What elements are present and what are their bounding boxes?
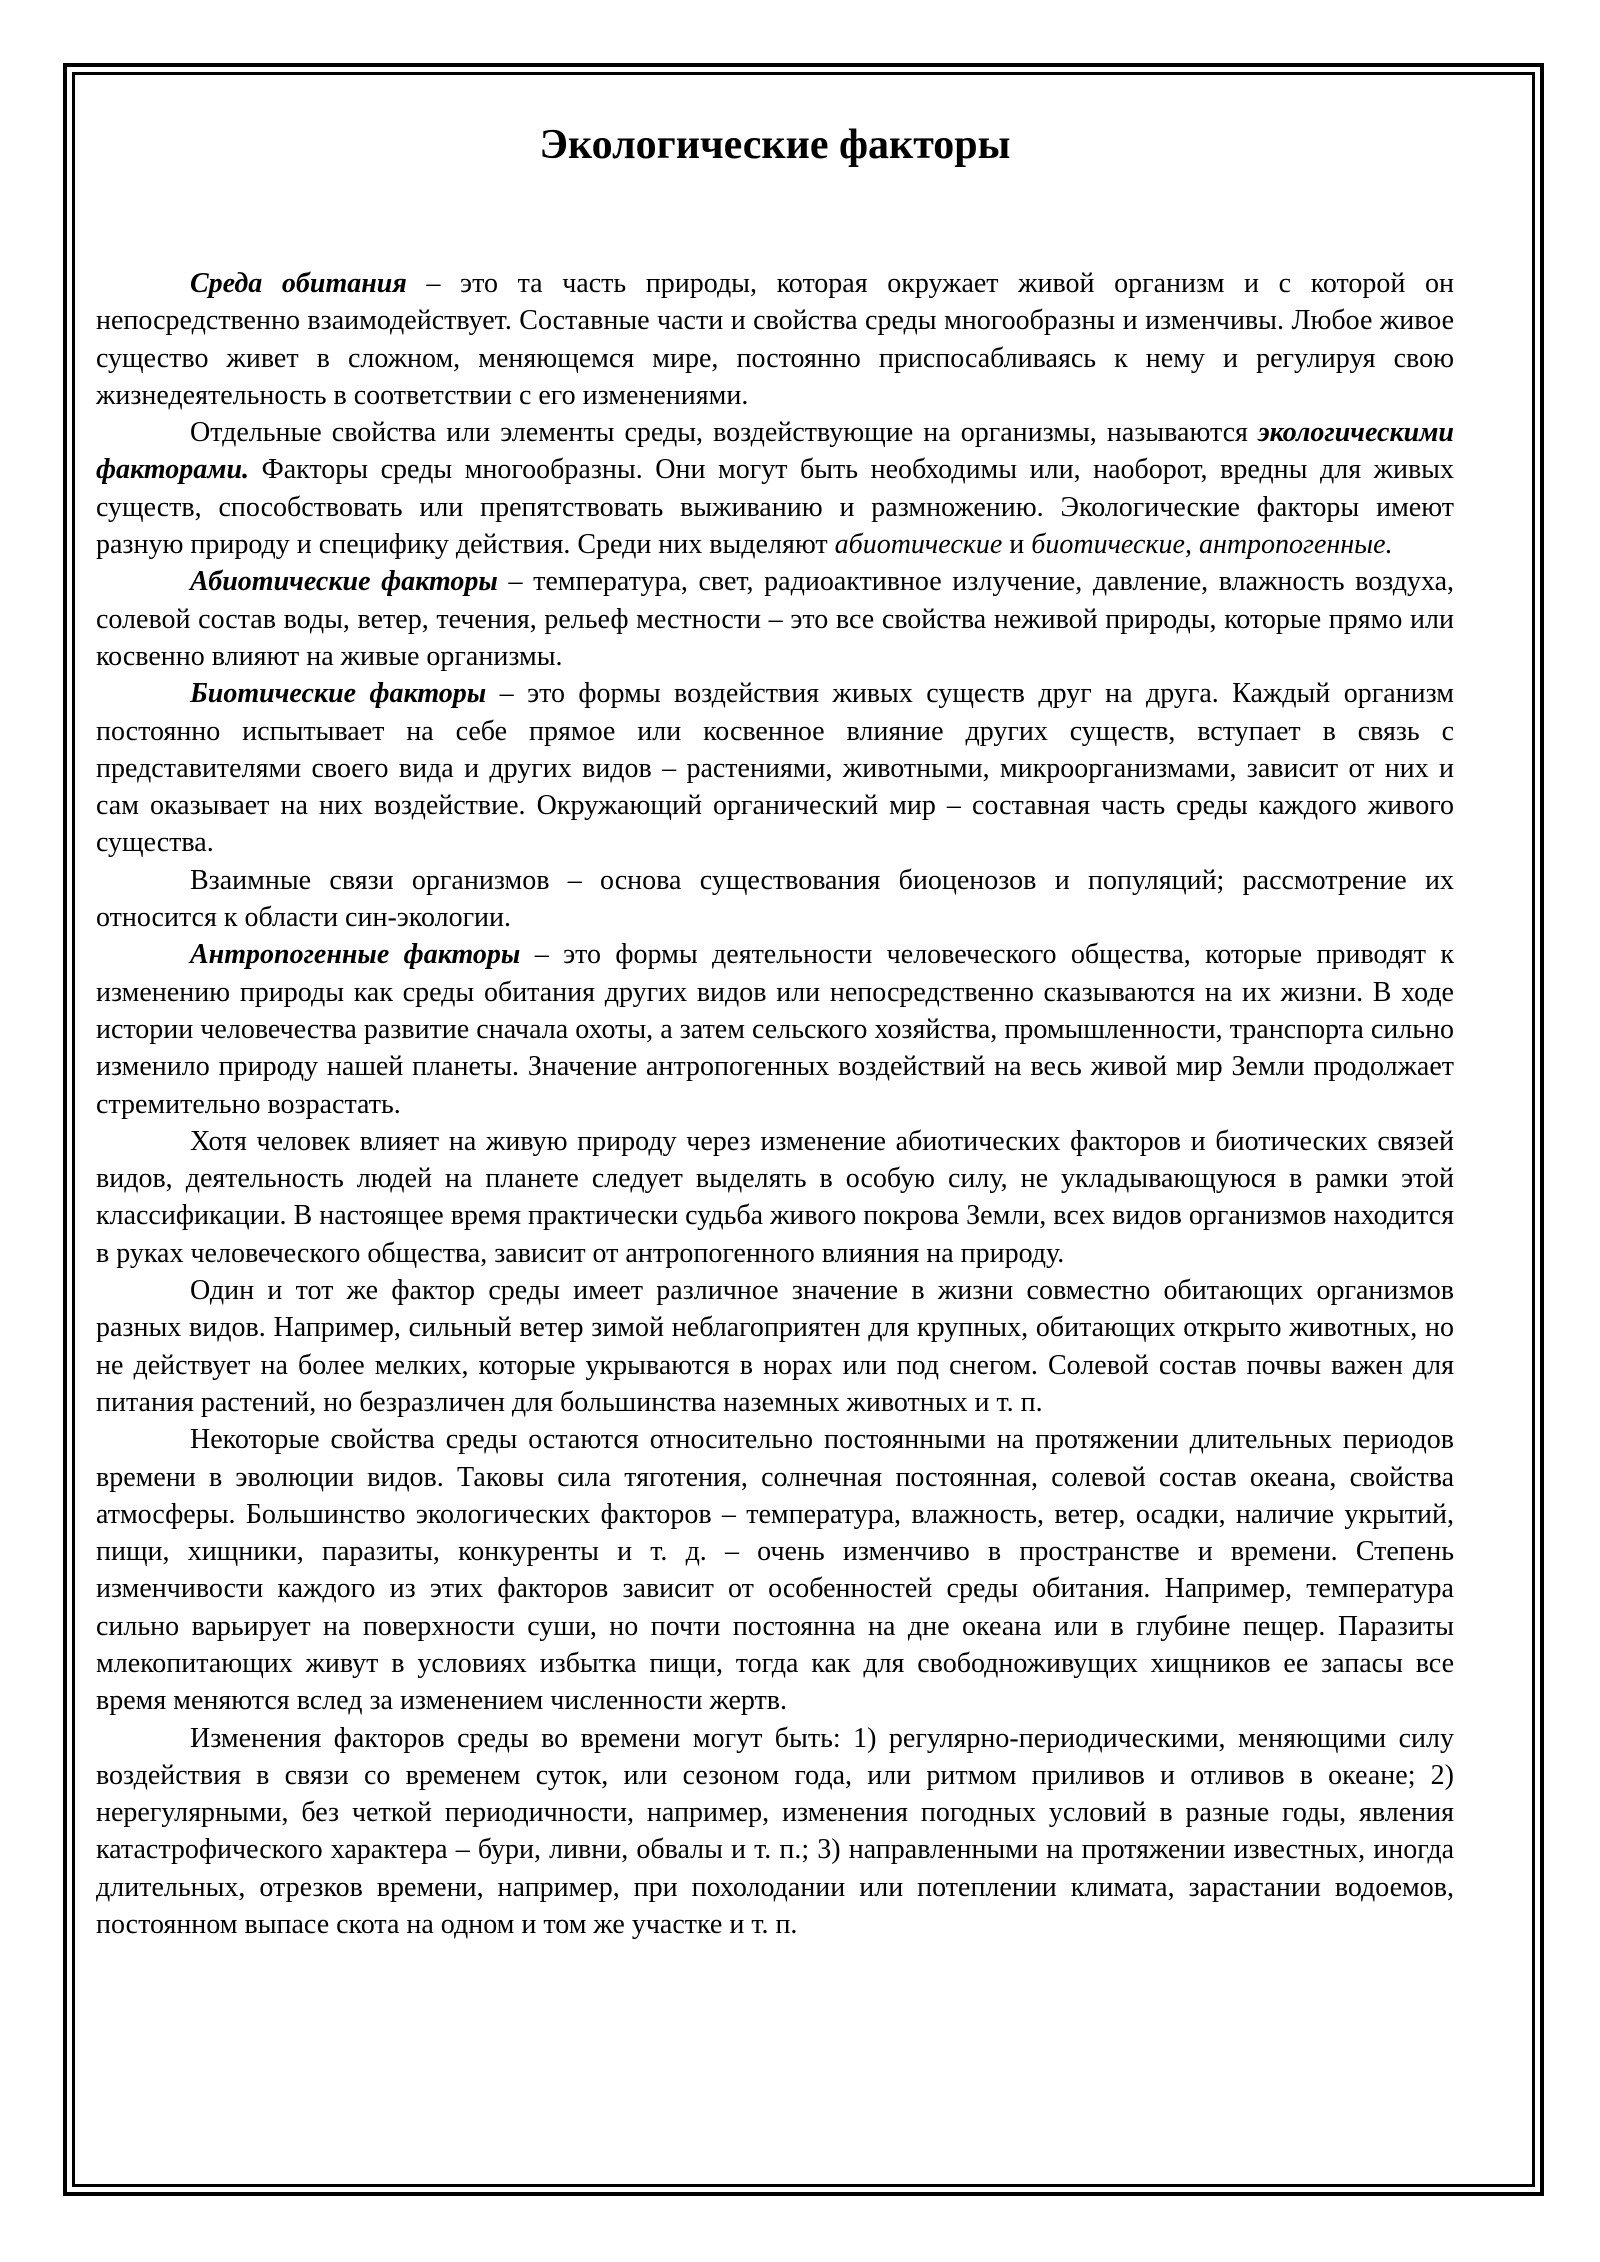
paragraph-constant-properties: Некоторые свойства среды остаются относительно постоянными на протяжении длительных периодов времени в эволюции видов. Таковы сила тяготения, солнечная постоянная, солевой состав океана, свойства атмосферы. Большинство экологических факторов – температура, влажность, ветер, осадки, наличие укрытий, пищи, хищники, паразиты, конкуренты и т. д. – очень изменчиво в пространстве и времени. Степень изменчивости каждого из этих факторов зависит от особенностей среды обитания. Например, температура сильно варьирует на поверхности суши, но почти постоянна на дне океана или в глубине пещер. Паразиты млекопитающих живут в условиях избытка пищи, тогда как для свободноживущих хищников ее запасы все время меняются вслед за изменением численности жертв. — [96, 1424, 1454, 1717]
paragraph-anthropogenic — [96, 936, 1454, 1122]
term-biotic: Биотические факторы — [190, 678, 487, 710]
paragraph-text: – это формы деятельности человеческого общества, которые приводят к изменению природы как среды обитания других видов или непосредственно сказываются на их жизни. В ходе истории человечества развитие сначала охоты, а затем сельского хозяйства, промышленности, транспорта сильно изменило природу нашей планеты. Значение антропогенных воздействий на весь живой мир Земли продолжает стремительно возрастать. — [96, 939, 1455, 1120]
paragraph-changes-in-time: Изменения факторов среды во времени могут быть: 1) регулярно-периодическими, меняющими силу воздействия в связи со временем суток, или сезоном года, или ритмом приливов и отливов в океане; 2) нерегулярными, без четкой периодичности, например, изменения погодных условий в разные годы, явления катастрофического характера – бури, ливни, обвалы и т. п.; 3) направленными на протяжении известных, иногда длительных, отрезков времени, например, при похолодании или потеплении климата, зарастании водоемов, постоянном выпасе скота на одном и том же участке и т. п. — [96, 1722, 1454, 1941]
term-abiotic: Абиотические факторы — [190, 566, 498, 598]
term-abiotic-italic: абиотические — [834, 529, 1003, 561]
paragraph-text: Отдельные свойства или элементы среды, воздействующие на организмы, называются — [190, 417, 1258, 449]
term-habitat: Среда обитания — [190, 268, 407, 299]
paragraph-biotic — [96, 675, 1454, 861]
paragraph-same-factor: Один и тот же фактор среды имеет различное значение в жизни совместно обитающих организмов разных видов. Например, сильный ветер зимой неблагоприятен для крупных, обитающих открыто животных, но не действует на более мелких, которые укрываются в норах или под снегом. Солевой состав почвы важен для питания растений, но безразличен для большинства наземных животных и т. п. — [96, 1275, 1454, 1418]
paragraph-text: – температура, свет, радиоактивное излучение, давление, влажность воздуха, солевой состав воды, ветер, течения, рельеф местности – это все свойства неживой природы, которые прямо или косвенно влияют на живые организмы. — [96, 566, 1455, 672]
paragraph-text: – это та часть природы, которая окружает живой организм и с которой он непосредственно взаимодействует. Составные части и свойства среды многообразны и изменчивы. Любое живое существо живет в сложном, меняющемся мире, постоянно приспосабливаясь к нему и регулируя свою жизнедеятельность в соответствии с его изменениями. — [96, 268, 1454, 411]
paragraph-habitat — [96, 265, 1454, 414]
paragraph-human-influence: Хотя человек влияет на живую природу через изменение абиотических факторов и биотических связей видов, деятельность людей на планете следует выделять в особую силу, не укладывающуюся в рамки этой классификации. В настоящее время практически судьба живого покрова Земли, всех видов организмов находится в руках человеческого общества, зависит от антропогенного влияния на природу. — [96, 1125, 1454, 1269]
paragraph-eco-factors — [96, 414, 1454, 563]
document-body — [96, 104, 1454, 1943]
term-eco-factors: экологическими факторами. — [96, 417, 1454, 486]
paragraph-abiotic — [96, 563, 1454, 675]
paragraph-text: – это формы воздействия живых существ друг на друга. Каждый организм постоянно испытывает на себе прямое или косвенное влияние других существ, вступает в связь с представителями своего вида и других видов – растениями, животными, микроорганизмами, зависит от них и сам оказывает на них воздействие. Окружающий органический мир – составная часть среды каждого живого существа. — [96, 678, 1454, 859]
page-title: Экологические факторы — [539, 122, 1011, 168]
paragraph-relations: Взаимные связи организмов – основа существования биоценозов и популяций; рассмотрение их относится к области син-экологии. — [96, 864, 1454, 934]
paragraph-text: Факторы среды многообразны. Они могут быть необходимы или, наоборот, вредны для живых существ, способствовать или препятствовать выживанию и размножению. Экологические факторы имеют разную природу и специфику действия. Среди них выделяют — [96, 454, 1454, 561]
term-anthropogenic: Антропогенные факторы — [190, 939, 521, 971]
term-biotic-italic: биотические, антропогенные. — [1031, 529, 1393, 561]
paragraph-text: и — [1002, 529, 1032, 561]
